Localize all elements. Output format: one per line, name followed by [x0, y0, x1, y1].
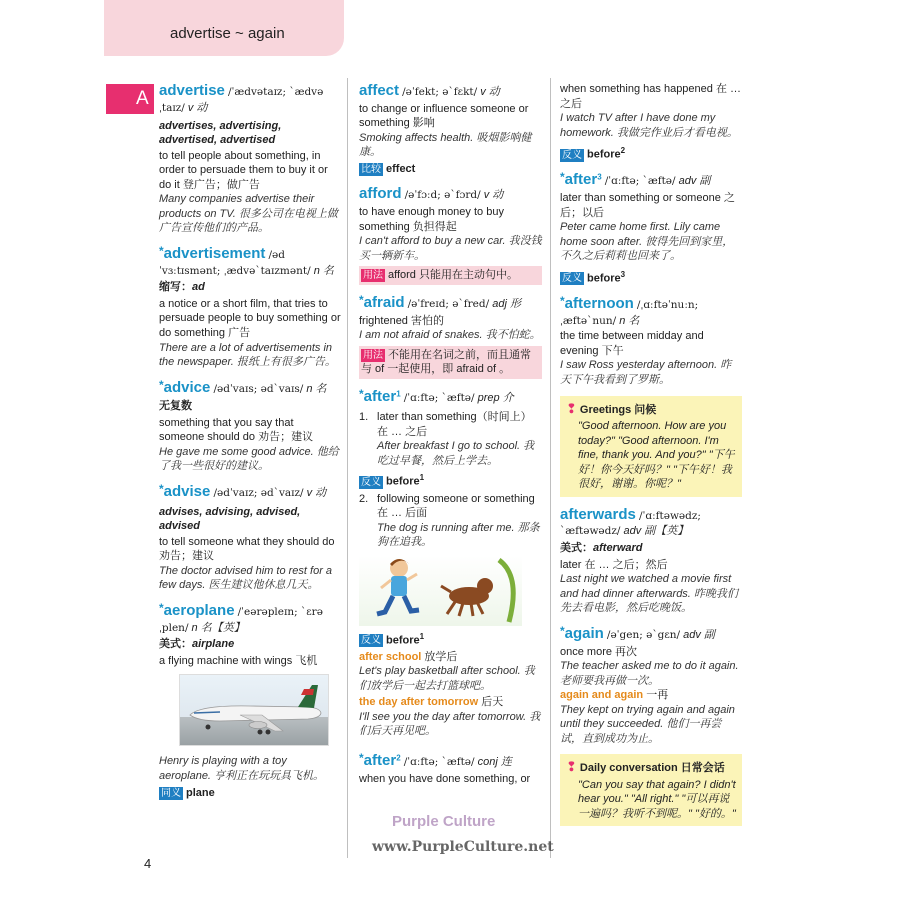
aeroplane-icon — [180, 675, 329, 746]
entry-again — [560, 624, 742, 746]
watermark-brand: Purple Culture — [392, 813, 496, 830]
headword: again — [564, 624, 604, 642]
part-of-speech: prep 介 — [477, 391, 514, 404]
star-icon: * — [560, 623, 565, 638]
headword: afternoon — [564, 294, 634, 312]
column-divider — [347, 78, 348, 858]
pronunciation: /əˈfekt; əˋfɛkt/ — [402, 86, 478, 98]
antonym: before — [587, 272, 621, 285]
antonym-number: 2 — [620, 146, 626, 156]
letter-tab: A — [106, 84, 154, 114]
definition: when you have done something, or — [359, 772, 531, 785]
pronunciation: /ˈeərəpleɪn; ˋɛrəˌplen/ — [159, 605, 323, 634]
phrase-translation: 放学后 — [424, 650, 458, 663]
headword: affect — [359, 82, 400, 99]
entry-affect — [359, 81, 542, 176]
phrase: the day after tomorrow — [359, 696, 479, 709]
definition: later 在 … 之后；然后 — [560, 558, 668, 571]
usage-text: 不能用在名词之前，而且通常与 of 一起使用，即 afraid of 。 — [361, 348, 531, 376]
box-body: "Can you say that again? I didn't hear you." "All right." "可以再说一遍吗？我听不到呢。" "好的。" — [578, 778, 736, 820]
entry-aeroplane — [159, 601, 341, 800]
antonym: before — [386, 476, 420, 489]
us-variant: airplane — [192, 638, 235, 651]
definition: to tell someone what they should do 劝告；建议 — [159, 535, 335, 563]
speech-bubble-icon: ❢ — [566, 759, 577, 775]
part-of-speech: n 名 — [306, 382, 327, 395]
box-title: Greetings 问候 — [579, 403, 657, 416]
usage-label: 用法 — [363, 349, 383, 361]
star-icon: * — [159, 243, 164, 258]
phrase-example: Let's play basketball after school. 我们放学后一起去打篮球吧。 — [359, 665, 535, 692]
headword: advertise — [159, 82, 225, 99]
example: Peter came home first. Lily came home soon after. 彼得先回到家里，不久之后莉莉也回来了。 — [560, 221, 734, 263]
usage-label: 用法 — [363, 270, 383, 282]
part-of-speech: n 名 — [313, 264, 334, 277]
part-of-speech: adv 副【英】 — [623, 525, 689, 538]
box-body: "Good afternoon. How are you today?" "Good afternoon. I'm fine, thank you. And you?" "下午好！你今天好吗？" "下午好！我很好，谢谢。你呢？" — [578, 420, 735, 491]
part-of-speech: adj 形 — [492, 297, 521, 310]
aeroplane-illustration — [179, 674, 329, 746]
antonym-label: 反义 — [361, 477, 381, 489]
definition: to change or influence someone or something 影响 — [359, 102, 529, 130]
pronunciation: /ədˈvaɪz; ədˋvaɪz/ — [213, 486, 304, 499]
definition: later than something or someone 之后；以后 — [560, 192, 735, 219]
antonym-label: 反义 — [562, 273, 582, 285]
pronunciation: /əˈfreɪd; əˋfred/ — [407, 297, 490, 310]
example: I can't afford to buy a new car. 我没钱买一辆新车。 — [359, 235, 542, 262]
star-icon: * — [159, 481, 164, 496]
compare-label: 比较 — [361, 163, 381, 175]
example: I watch TV after I have done my homework. 我做完作业后才看电视。 — [560, 112, 738, 139]
part-of-speech: v 动 — [306, 486, 327, 499]
running-boy-dog-icon — [359, 556, 522, 626]
antonym-number: 3 — [620, 269, 626, 279]
pronunciation: /ˌɑːftəˈnuːn; ˌæftəˋnun/ — [560, 298, 699, 327]
headword: after — [363, 387, 397, 405]
homograph-number: 1 — [396, 388, 401, 398]
phrase: again and again — [560, 689, 644, 702]
headword: afford — [359, 185, 402, 203]
antonym-label: 反义 — [361, 635, 381, 647]
sense-number: 1. — [359, 411, 369, 424]
pronunciation: /ˈɑːftə; ˋæftə/ — [604, 175, 676, 188]
us-variant: afterward — [593, 542, 643, 555]
watermark-url: www.PurpleCulture.net — [372, 839, 554, 855]
definition: to tell people about something, in order to persuade them to buy it or do it 登广告；做广告 — [159, 149, 328, 191]
example: Many companies advertise their products on TV. 很多公司在电视上做广告宣传他们的产品。 — [159, 193, 338, 235]
example: I am not afraid of snakes. 我不怕蛇。 — [359, 329, 541, 342]
definition: the time between midday and evening 下午 — [560, 330, 704, 357]
definition: once more 再次 — [560, 645, 638, 658]
speech-bubble-icon: ❢ — [566, 400, 577, 416]
headword: after — [363, 751, 397, 769]
phrase: after school — [359, 650, 422, 663]
antonym-number: 1 — [419, 631, 425, 641]
pronunciation: /ˈædvətaɪz; ˋædvəˌtaɪz/ — [159, 86, 324, 114]
example: Last night we watched a movie first and had dinner afterwards. 昨晚我们先去看电影，然后吃晚饭。 — [560, 573, 738, 615]
definition: a notice or a short film, that tries to persuade people to buy something or do something 广告 — [159, 297, 341, 339]
page-title: advertise ~ again — [170, 25, 285, 42]
definition: following someone or something 在 … 后面 — [377, 492, 535, 520]
headword: advertisement — [163, 244, 266, 262]
part-of-speech: n 名【英】 — [191, 621, 245, 634]
definition: something that you say that someone should do 劝告；建议 — [159, 416, 314, 444]
star-icon: * — [359, 386, 364, 401]
headword: advise — [163, 482, 211, 500]
synonym-label: 同义 — [161, 787, 181, 799]
part-of-speech: v 动 — [187, 101, 208, 114]
abbreviation: ad — [192, 281, 205, 294]
antonym-number: 1 — [419, 473, 425, 483]
sense-2 — [359, 492, 542, 550]
homograph-number: 3 — [597, 172, 602, 182]
word-forms: advertises, advertising, advertised, advertised — [159, 119, 282, 147]
star-icon: * — [159, 377, 164, 392]
synonym: plane — [186, 786, 215, 799]
us-label: 美式： — [159, 638, 192, 651]
column-2 — [359, 81, 542, 794]
phrase-translation: 一再 — [646, 689, 669, 702]
abbreviation-label: 缩写： — [159, 281, 192, 294]
pronunciation: /ˈɑːftə; ˋæftə/ — [403, 391, 475, 404]
example: The dog is running after me. 那条狗在追我。 — [377, 521, 540, 549]
usage-note — [359, 266, 542, 285]
definition: frightened 害怕的 — [359, 314, 444, 327]
star-icon: * — [560, 293, 565, 308]
part-of-speech: adv 副 — [683, 628, 715, 641]
star-icon: * — [560, 170, 565, 185]
part-of-speech: v 动 — [483, 189, 504, 202]
definition: a flying machine with wings 飞机 — [159, 654, 318, 667]
example: After breakfast I go to school. 我吃过早餐，然后上学去。 — [377, 440, 535, 467]
entry-afternoon — [560, 294, 742, 388]
grammar-note: 无复数 — [159, 400, 192, 413]
antonym: before — [587, 148, 621, 161]
example: Smoking affects health. 吸烟影响健康。 — [359, 131, 532, 159]
pronunciation: /əˈgen; əˋgɛn/ — [606, 628, 681, 641]
pronunciation: /ədˈvaɪs; ədˋvaɪs/ — [213, 382, 304, 395]
star-icon: * — [159, 600, 164, 615]
headword: after — [564, 171, 598, 189]
entry-advertisement — [159, 244, 341, 370]
us-label: 美式： — [560, 542, 593, 555]
phrase-example: I'll see you the day after tomorrow. 我们后天再见吧。 — [359, 710, 541, 738]
box-title: Daily conversation 日常会话 — [579, 762, 725, 775]
page-number: 4 — [144, 856, 152, 871]
example: There are a lot of advertisements in the newspaper. 报纸上有很多广告。 — [159, 341, 336, 369]
entry-after-2 — [359, 751, 542, 786]
column-1 — [159, 81, 341, 808]
entry-advice — [159, 378, 341, 474]
sense-1 — [359, 410, 542, 468]
example: The doctor advised him to rest for a few days. 医生建议他休息几天。 — [159, 564, 333, 592]
entry-advertise — [159, 81, 341, 236]
antonym-label: 反义 — [562, 149, 582, 161]
greetings-box — [560, 396, 742, 497]
entry-after-3 — [560, 170, 742, 286]
usage-text: afford 只能用在主动句中。 — [388, 269, 518, 282]
column-divider — [550, 78, 551, 858]
pronunciation: /ˈɑːftə; ˋæftə/ — [403, 755, 475, 768]
star-icon: * — [359, 292, 364, 307]
compare-word: effect — [386, 162, 416, 175]
headword: advice — [163, 378, 211, 396]
homograph-number: 2 — [396, 753, 401, 763]
part-of-speech: v 动 — [480, 86, 500, 98]
example: The teacher asked me to do it again. 老师要我再做一次。 — [560, 660, 739, 687]
definition: when something has happened 在 … 之后 — [560, 83, 742, 110]
headword: afraid — [363, 293, 405, 311]
pronunciation: /ˈɑːftəwədz; ˋæftəwədz/ — [560, 509, 701, 538]
example: Henry is playing with a toy aeroplane. 亨利正在玩玩具飞机。 — [159, 755, 325, 782]
entry-after-2-continued — [560, 82, 742, 162]
example: I saw Ross yesterday afternoon. 昨天下午我看到了罗斯。 — [560, 359, 732, 386]
part-of-speech: n 名 — [619, 314, 640, 327]
definition: later than something（时间上）在 … 之后 — [377, 411, 532, 438]
word-forms: advises, advising, advised, advised — [159, 505, 301, 533]
sense-number: 2. — [359, 492, 369, 505]
pronunciation: /əˈfɔːd; əˋfɔrd/ — [404, 189, 481, 202]
phrase-translation: 后天 — [481, 696, 504, 709]
pronunciation: /ədˈvɜːtɪsmənt; ˌædvəˋtaɪzmənt/ — [159, 248, 311, 277]
entry-afterwards — [560, 505, 742, 616]
daily-conversation-box — [560, 754, 742, 826]
example: He gave me some good advice. 他给了我一些很好的建议。 — [159, 445, 339, 473]
boy-and-dog-illustration — [359, 556, 522, 626]
entry-afford — [359, 184, 542, 284]
phrase-example: They kept on trying again and again until they succeeded. 他们一再尝试，直到成功为止。 — [560, 703, 735, 745]
entry-advise — [159, 482, 341, 593]
part-of-speech: adv 副 — [678, 175, 711, 188]
headword: aeroplane — [163, 601, 235, 619]
part-of-speech: conj 连 — [477, 755, 512, 768]
column-3 — [560, 81, 742, 834]
entry-afraid — [359, 293, 542, 379]
antonym: before — [386, 634, 420, 647]
star-icon: * — [359, 750, 364, 765]
usage-note — [359, 346, 542, 379]
entry-after-1 — [359, 387, 542, 739]
headword: afterwards — [560, 505, 636, 523]
definition: to have enough money to buy something 负担得起 — [359, 206, 504, 233]
